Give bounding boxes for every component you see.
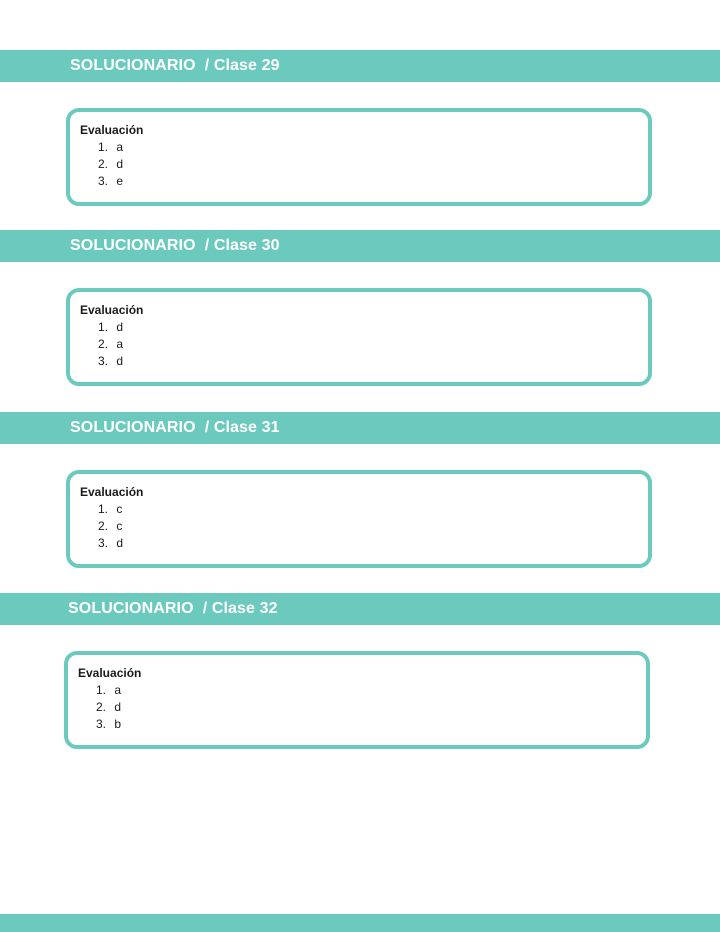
answer-number: 1. — [98, 140, 109, 154]
answer-number: 2. — [98, 337, 109, 351]
answer-value: a — [114, 683, 122, 697]
answer-value: d — [114, 700, 122, 714]
evaluation-card-clase-31 — [66, 470, 652, 568]
answer-value: d — [116, 354, 124, 368]
answer-value: a — [116, 140, 124, 154]
banner-prefix: SOLUCIONARIO — [68, 600, 194, 617]
answer-number: 1. — [96, 683, 107, 697]
answer-value: c — [116, 502, 123, 516]
answer-value: d — [116, 536, 124, 550]
section-banner-clase-31 — [0, 412, 720, 444]
answer-list — [80, 139, 648, 190]
answer-number: 3. — [98, 536, 109, 550]
answer-item — [98, 173, 648, 190]
answer-number: 2. — [98, 157, 109, 171]
answer-item — [98, 518, 648, 535]
answer-item — [98, 156, 648, 173]
card-title: Evaluación — [80, 485, 144, 499]
evaluation-card-clase-30 — [66, 288, 652, 386]
answer-number: 3. — [98, 174, 109, 188]
answer-item — [98, 353, 648, 370]
banner-prefix: SOLUCIONARIO — [70, 57, 196, 74]
answer-value: d — [116, 157, 124, 171]
answer-list — [80, 319, 648, 370]
banner-class-label: / Clase 32 — [202, 600, 278, 617]
banner-class-label: / Clase 29 — [204, 57, 280, 74]
answer-list — [80, 501, 648, 552]
answer-item — [96, 699, 646, 716]
evaluation-card-clase-32 — [64, 651, 650, 749]
card-title: Evaluación — [80, 303, 144, 317]
answer-list — [78, 682, 646, 733]
answer-item — [98, 535, 648, 552]
answer-item — [98, 501, 648, 518]
answer-item — [98, 336, 648, 353]
answer-value: b — [114, 717, 122, 731]
answer-number: 1. — [98, 502, 109, 516]
banner-class-label: / Clase 30 — [204, 237, 280, 254]
section-banner-clase-30 — [0, 230, 720, 262]
answer-number: 1. — [98, 320, 109, 334]
answer-item — [96, 682, 646, 699]
answer-item — [96, 716, 646, 733]
card-title: Evaluación — [78, 666, 142, 680]
answer-value: c — [116, 519, 123, 533]
answer-item — [98, 139, 648, 156]
answer-number: 2. — [98, 519, 109, 533]
evaluation-card-clase-29 — [66, 108, 652, 206]
section-banner-clase-32 — [0, 593, 720, 625]
answer-number: 2. — [96, 700, 107, 714]
answer-value: e — [116, 174, 124, 188]
answer-value: d — [116, 320, 124, 334]
banner-prefix: SOLUCIONARIO — [70, 237, 196, 254]
card-title: Evaluación — [80, 123, 144, 137]
section-banner-clase-29 — [0, 50, 720, 82]
banner-class-label: / Clase 31 — [204, 419, 280, 436]
banner-prefix: SOLUCIONARIO — [70, 419, 196, 436]
answer-item — [98, 319, 648, 336]
answer-value: a — [116, 337, 124, 351]
answer-number: 3. — [96, 717, 107, 731]
footer-bar — [0, 914, 720, 932]
answer-number: 3. — [98, 354, 109, 368]
